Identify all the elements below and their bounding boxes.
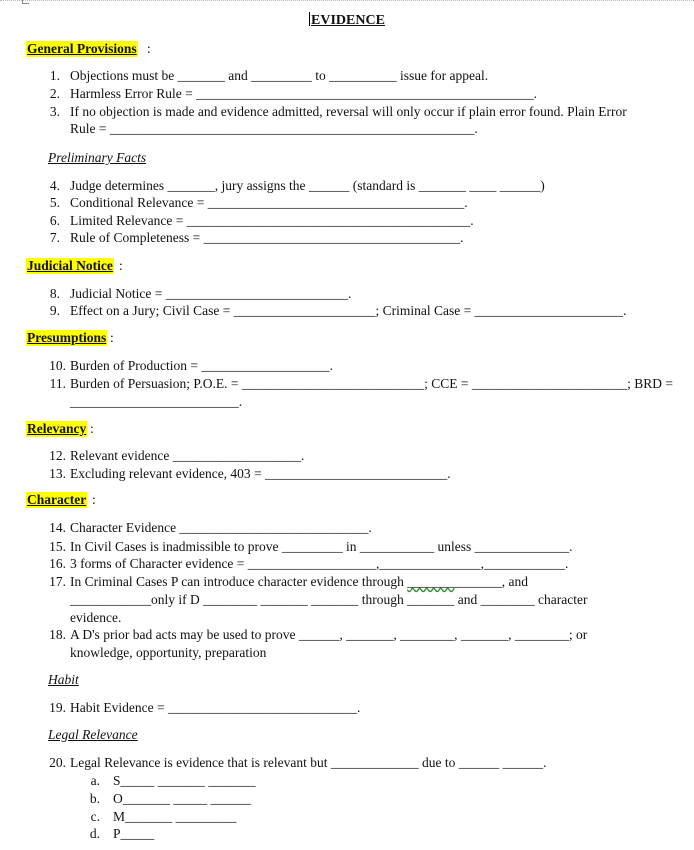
item-character-evidence: Character Evidence ____________________________. <box>70 520 372 535</box>
sub-item-m: M_______ _________ <box>113 809 237 824</box>
item-three-forms: 3 forms of Character evidence = ___________________,_______________,____________. <box>70 556 569 571</box>
text-cursor <box>309 12 310 26</box>
subheading-preliminary-facts: Preliminary Facts <box>48 150 147 165</box>
heading-colon: : <box>119 258 123 273</box>
item-number: 12. <box>49 448 66 463</box>
item-number: 9. <box>49 303 60 318</box>
heading-character: Character <box>27 492 87 507</box>
item-number: 16. <box>49 556 66 571</box>
item-number: 1. <box>49 68 60 83</box>
heading-general-provisions: General Provisions <box>27 41 137 56</box>
item-criminal-cases: In Criminal Cases P can introduce character evidence through ______________, and <box>70 574 528 589</box>
sub-item-o: O_______ _____ ______ <box>113 791 251 806</box>
item-effect-on-jury: Effect on a Jury; Civil Case = _____________________; Criminal Case = ______________________. <box>70 303 627 318</box>
subheading-legal-relevance: Legal Relevance <box>48 727 138 742</box>
item-prior-bad-acts: A D's prior bad acts may be used to prove ______, _______, ________, _______, ________; or <box>70 627 588 642</box>
item-conditional-relevance: Conditional Relevance = ______________________________________. <box>70 195 468 210</box>
item-number: 10. <box>49 358 66 373</box>
sub-item-p: P_____ <box>113 826 155 841</box>
item-limited-relevance: Limited Relevance = __________________________________________. <box>70 213 474 228</box>
sub-item-letter: a. <box>90 773 100 788</box>
item-burden-of-persuasion-cont: _________________________. <box>70 394 243 409</box>
item-number: 2. <box>49 86 60 101</box>
sub-item-letter: d. <box>89 826 100 841</box>
item-number: 8. <box>49 286 60 301</box>
item-civil-cases: In Civil Cases is inadmissible to prove _________ in ___________ unless ______________. <box>70 539 573 554</box>
item-plain-error: If no objection is made and evidence admitted, reversal will only occur if plain error found. Plain Error <box>70 104 627 119</box>
item-number: 5. <box>49 195 60 210</box>
item-habit-evidence: Habit Evidence = ____________________________. <box>70 700 361 715</box>
item-number: 11. <box>49 376 66 391</box>
heading-relevancy: Relevancy <box>27 421 87 436</box>
item-number: 15. <box>49 539 66 554</box>
item-criminal-cases-end: evidence. <box>70 610 122 625</box>
subheading-habit: Habit <box>48 672 79 687</box>
item-harmless-error: Harmless Error Rule = __________________________________________________. <box>70 86 537 101</box>
title-first-letter: E <box>311 13 321 28</box>
item-burden-of-persuasion: Burden of Persuasion; P.O.E. = ___________________________; CCE = _______________________; BRD = <box>70 376 673 391</box>
document-title <box>0 12 694 29</box>
heading-colon: : <box>110 330 114 345</box>
item-prior-bad-acts-cont: knowledge, opportunity, preparation <box>70 645 267 660</box>
item-number: 18. <box>49 627 66 642</box>
title-rest: VIDENCE <box>320 13 385 28</box>
page-corner-mark <box>22 0 29 4</box>
sub-item-letter: c. <box>90 809 100 824</box>
item-legal-relevance: Legal Relevance is evidence that is relevant but _____________ due to ______ ______. <box>70 755 547 770</box>
item-number: 13. <box>49 466 66 481</box>
item-criminal-cases-cont: ____________only if D ________ _______ _______ through _______ and ________ character <box>70 592 588 607</box>
item-excluding-relevant-evidence: Excluding relevant evidence, 403 = ___________________________. <box>70 466 451 481</box>
heading-presumptions: Presumptions <box>27 330 107 345</box>
item-plain-error-rule: Rule = ______________________________________________________. <box>70 121 478 136</box>
item-number: 19. <box>49 700 66 715</box>
page-top-border <box>0 0 694 1</box>
item-number: 6. <box>49 213 60 228</box>
item-rule-of-completeness: Rule of Completeness = ______________________________________. <box>70 230 464 245</box>
item-number: 4. <box>49 178 60 193</box>
item-number: 7. <box>49 230 60 245</box>
item-objections: Objections must be _______ and _________ to __________ issue for appeal. <box>70 68 489 83</box>
heading-colon: : <box>147 41 151 56</box>
sub-item-s: S_____ _______ _______ <box>113 773 256 788</box>
item-relevant-evidence: Relevant evidence ___________________. <box>70 448 305 463</box>
item-judge-determines: Judge determines _______, jury assigns the ______ (standard is _______ ____ ______) <box>70 178 545 193</box>
item-burden-of-production: Burden of Production = ___________________. <box>70 358 333 373</box>
item-number: 17. <box>49 574 66 589</box>
spellcheck-underline: _______ <box>407 574 455 589</box>
item-judicial-notice: Judicial Notice = ___________________________. <box>70 286 352 301</box>
sub-item-letter: b. <box>89 791 100 806</box>
item-number: 20. <box>49 755 66 770</box>
heading-colon: : <box>92 492 96 507</box>
heading-colon: : <box>90 421 94 436</box>
item-number: 3. <box>49 104 60 119</box>
item-number: 14. <box>49 520 66 535</box>
heading-judicial-notice: Judicial Notice <box>27 258 113 273</box>
